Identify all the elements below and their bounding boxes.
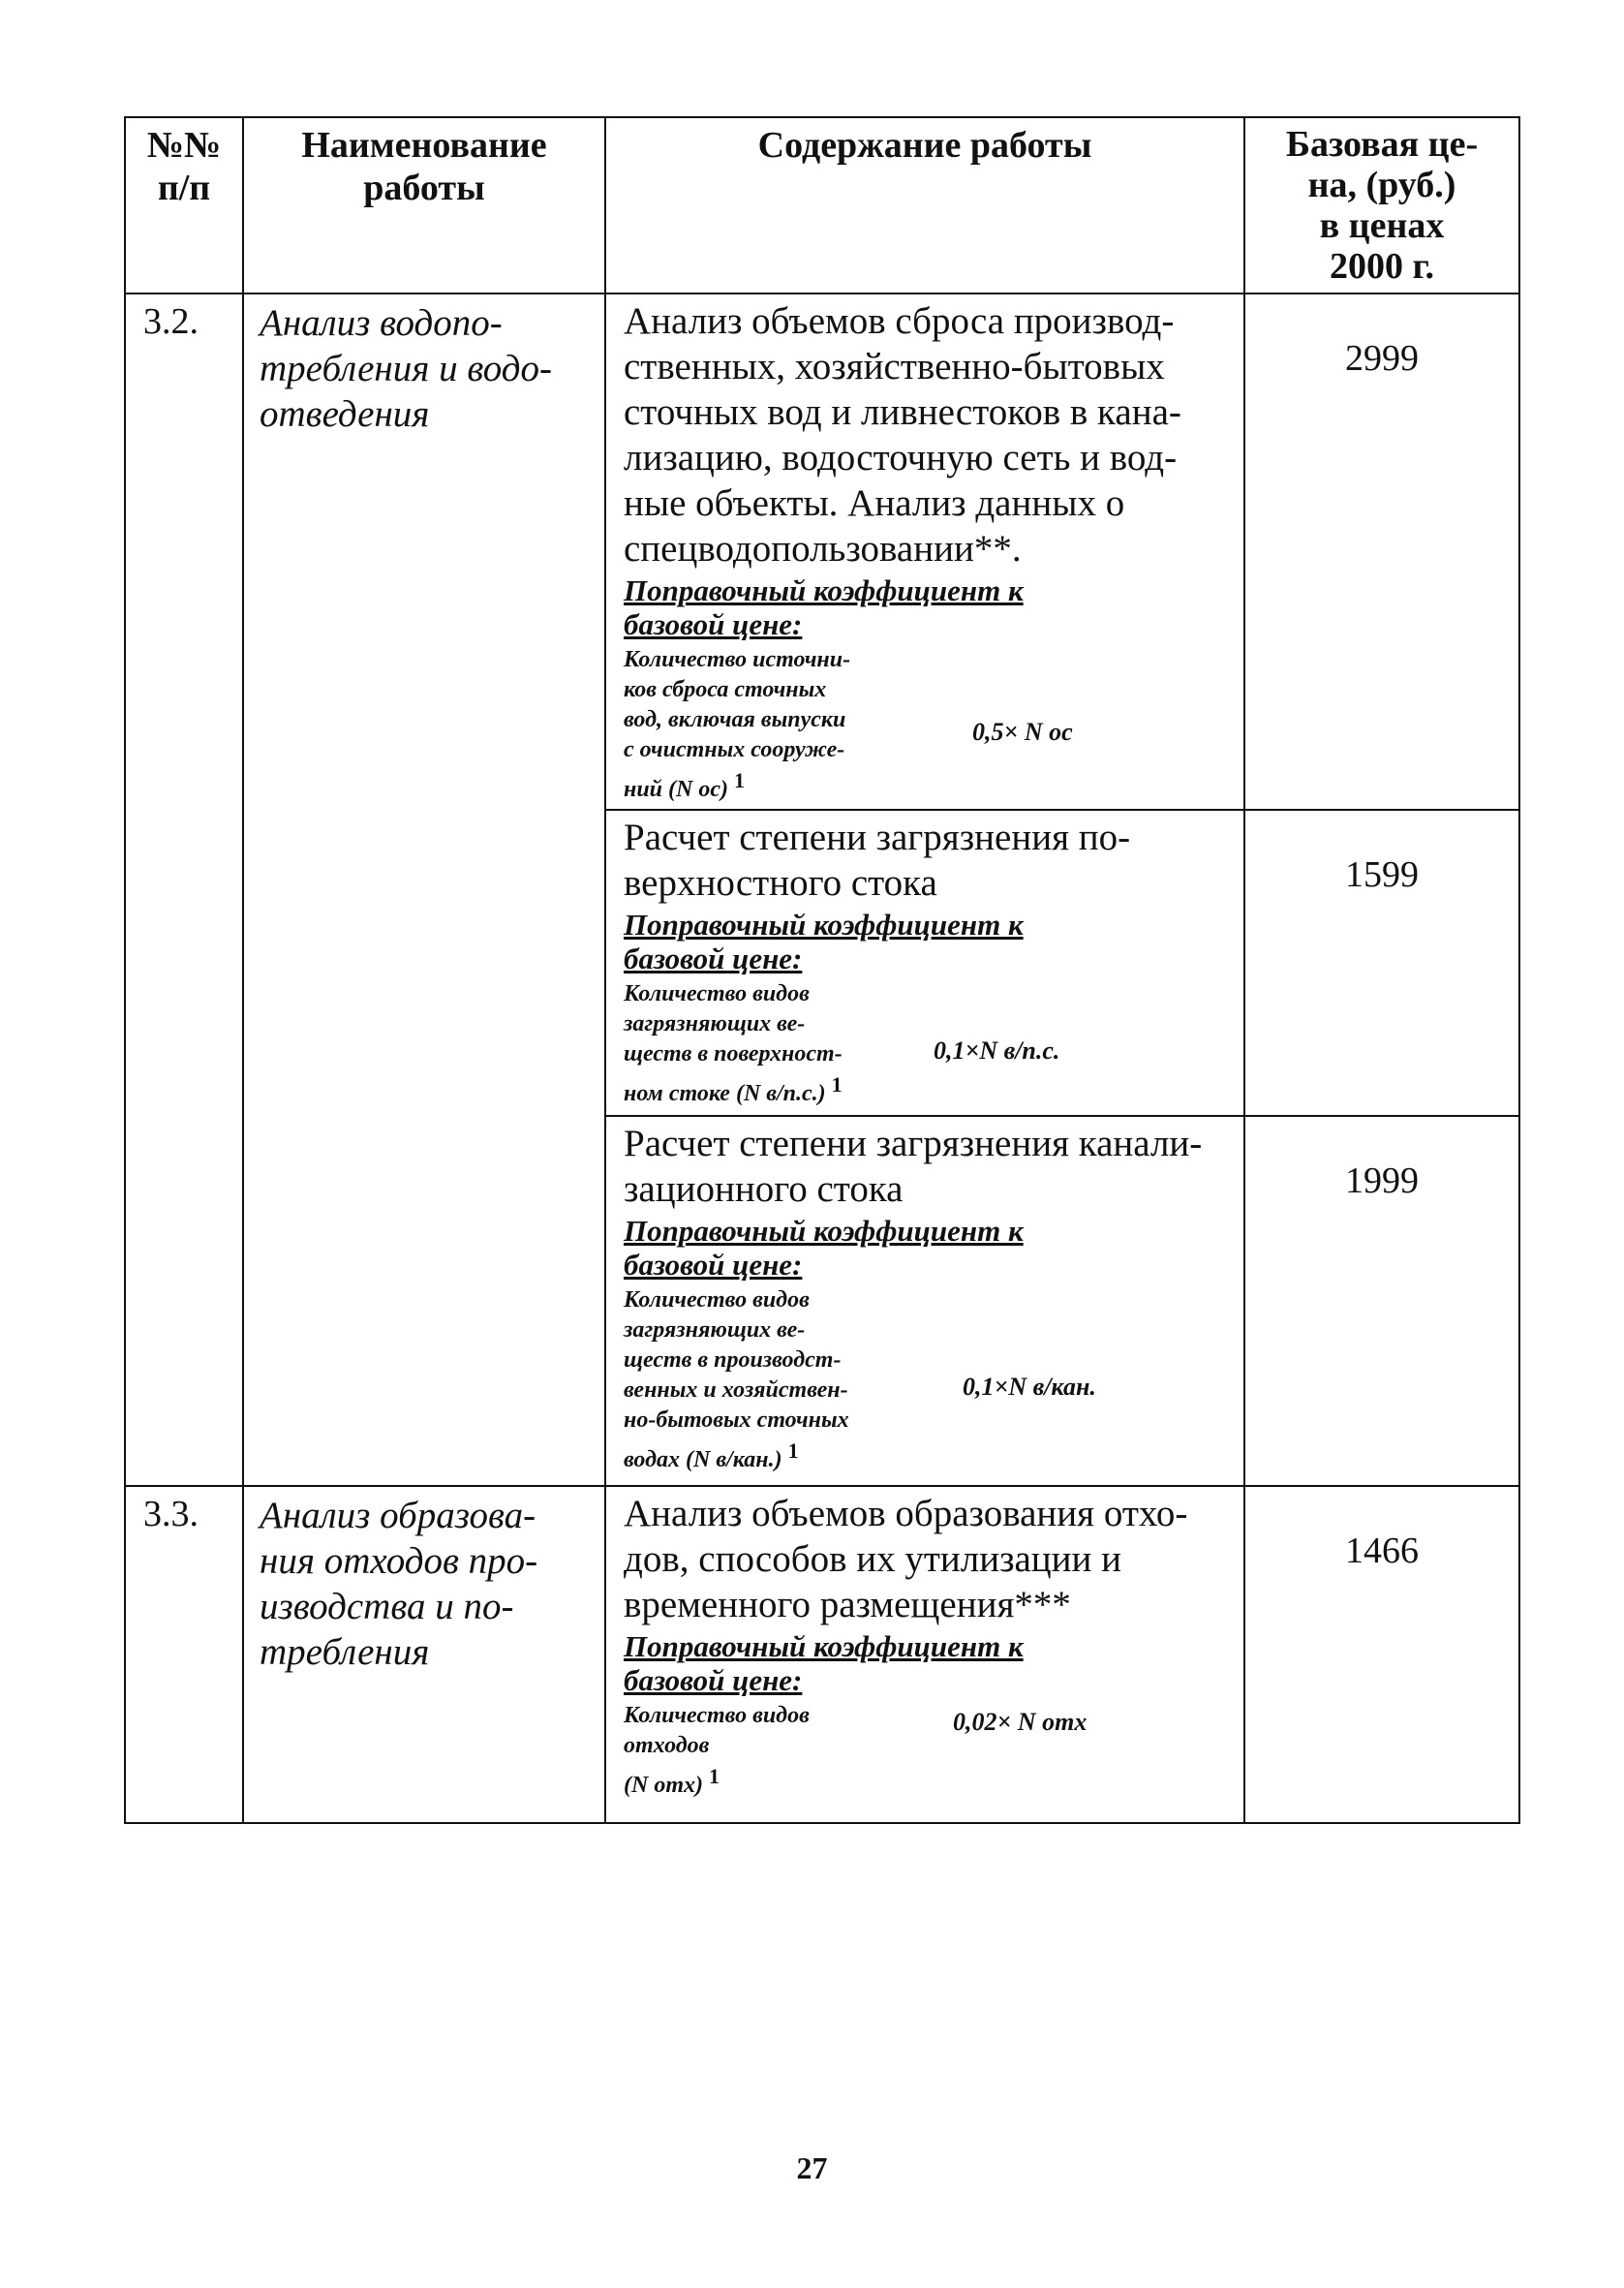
header-price-line4: 2000 г. — [1330, 246, 1434, 287]
desc-line: с очистных сооруже- — [624, 737, 845, 762]
header-price — [1244, 117, 1519, 294]
desc-text: (N oтх) — [624, 1773, 703, 1798]
row-name-line: требления — [260, 1631, 430, 1673]
desc-line: ществ в поверхност- — [624, 1041, 843, 1067]
header-number — [125, 117, 243, 294]
desc-line: но-бытовых сточных — [624, 1407, 849, 1433]
desc-text: ном стоке (N в/п.с.) — [624, 1081, 826, 1106]
work-description — [624, 1121, 1234, 1212]
coefficient-row — [624, 1701, 1234, 1801]
row-name-line: отведения — [260, 393, 430, 435]
coef-line: базовой цене: — [624, 1248, 803, 1282]
desc-line: вод, включая выпуски — [624, 707, 846, 732]
header-row — [125, 117, 1519, 294]
header-number-line1: №№ — [146, 125, 222, 166]
coefficient-row — [624, 979, 1234, 1109]
coefficient-description — [624, 645, 914, 805]
base-price: 1999 — [1244, 1116, 1519, 1486]
desc-line: загрязняющих ве- — [624, 1011, 806, 1036]
coefficient-heading — [624, 908, 1069, 975]
desc-text: водах (N в/кан.) — [624, 1447, 782, 1472]
work-content — [605, 1486, 1244, 1823]
table-row — [125, 294, 1519, 810]
desc-line — [624, 765, 914, 805]
row-name — [243, 1486, 605, 1823]
desc-text: ний (N oc) — [624, 777, 728, 802]
work-description — [624, 815, 1234, 906]
row-number: 3.2. — [125, 294, 243, 1486]
work-content — [605, 294, 1244, 810]
header-price-line1: Базовая це- — [1285, 124, 1479, 165]
text-line: Расчет степени загрязнения канали- — [624, 1123, 1203, 1164]
header-price-line3: в ценах — [1319, 205, 1445, 246]
row-name-line: Анализ образова- — [260, 1495, 536, 1536]
text-line: сточных вод и ливнестоков в кана- — [624, 391, 1181, 433]
work-content — [605, 810, 1244, 1116]
text-line: дов, способов их утилизации и — [624, 1538, 1122, 1580]
header-number-line2: п/п — [157, 168, 211, 208]
header-name-line1: Наименование — [301, 125, 547, 166]
text-line: Анализ объемов сброса производ- — [624, 300, 1175, 342]
coef-line: базовой цене: — [624, 942, 803, 975]
footnote-marker: 1 — [787, 1438, 799, 1463]
desc-line — [624, 1436, 904, 1475]
text-line: Расчет степени загрязнения по- — [624, 817, 1131, 858]
header-content: Содержание работы — [605, 117, 1244, 294]
coef-line: базовой цене: — [624, 607, 803, 641]
header-name-line2: работы — [363, 168, 485, 208]
desc-line: ществ в производст- — [624, 1347, 842, 1373]
desc-line — [624, 1761, 914, 1801]
coefficient-row — [624, 645, 1234, 805]
desc-line: Количество видов — [624, 1287, 810, 1313]
desc-line: Количество видов — [624, 1703, 810, 1728]
coefficient-heading — [624, 573, 1069, 641]
footnote-marker: 1 — [831, 1072, 843, 1097]
work-description — [624, 298, 1234, 572]
coefficient-description — [624, 979, 875, 1109]
coefficient-description — [624, 1285, 904, 1475]
desc-line: Количество видов — [624, 981, 810, 1006]
desc-line: Количество источни- — [624, 647, 851, 672]
row-name-line: Анализ водопо- — [260, 302, 503, 344]
coefficient-formula: 0,02× N отх — [953, 1707, 1088, 1736]
coefficient-heading — [624, 1629, 1069, 1697]
page-number: 27 — [796, 2150, 828, 2185]
text-line: спецводопользовании**. — [624, 528, 1022, 570]
row-name — [243, 294, 605, 1486]
coefficient-description — [624, 1701, 914, 1801]
footnote-marker: 1 — [708, 1764, 720, 1788]
desc-line — [624, 1069, 875, 1109]
table-row — [125, 1486, 1519, 1823]
desc-line: загрязняющих ве- — [624, 1317, 806, 1343]
text-line: Анализ объемов образования отхо- — [624, 1493, 1188, 1534]
row-name-line: ния отходов про- — [260, 1540, 538, 1582]
coefficient-heading — [624, 1214, 1069, 1282]
work-description — [624, 1491, 1234, 1627]
desc-line: ков сброса сточных — [624, 677, 827, 702]
base-price: 2999 — [1244, 294, 1519, 810]
text-line: верхностного стока — [624, 862, 937, 904]
coef-line: Поправочный коэффициент к — [624, 908, 1024, 942]
desc-line: венных и хозяйствен- — [624, 1377, 848, 1403]
row-name-line: изводства и по- — [260, 1586, 514, 1627]
work-content — [605, 1116, 1244, 1486]
text-line: зационного стока — [624, 1168, 904, 1210]
header-price-line2: на, (руб.) — [1307, 165, 1456, 205]
coefficient-row — [624, 1285, 1234, 1475]
coef-line: базовой цене: — [624, 1663, 803, 1697]
coefficient-formula: 0,5× N oc — [972, 717, 1073, 746]
text-line: ные объекты. Анализ данных о — [624, 482, 1125, 524]
text-line: временного размещения*** — [624, 1584, 1071, 1625]
coef-line: Поправочный коэффициент к — [624, 1214, 1024, 1248]
desc-line: отходов — [624, 1733, 710, 1758]
footnote-marker: 1 — [734, 768, 745, 792]
coef-line: Поправочный коэффициент к — [624, 573, 1024, 607]
base-price: 1466 — [1244, 1486, 1519, 1823]
coef-line: Поправочный коэффициент к — [624, 1629, 1024, 1663]
row-name-line: требления и водо- — [260, 348, 552, 389]
coefficient-formula: 0,1×N в/кан. — [963, 1373, 1096, 1401]
row-number: 3.3. — [125, 1486, 243, 1823]
price-table — [124, 116, 1520, 1824]
text-line: лизацию, водосточную сеть и вод- — [624, 437, 1178, 479]
header-name — [243, 117, 605, 294]
text-line: ственных, хозяйственно-бытовых — [624, 346, 1165, 387]
base-price: 1599 — [1244, 810, 1519, 1116]
coefficient-formula: 0,1×N в/п.с. — [934, 1036, 1060, 1065]
